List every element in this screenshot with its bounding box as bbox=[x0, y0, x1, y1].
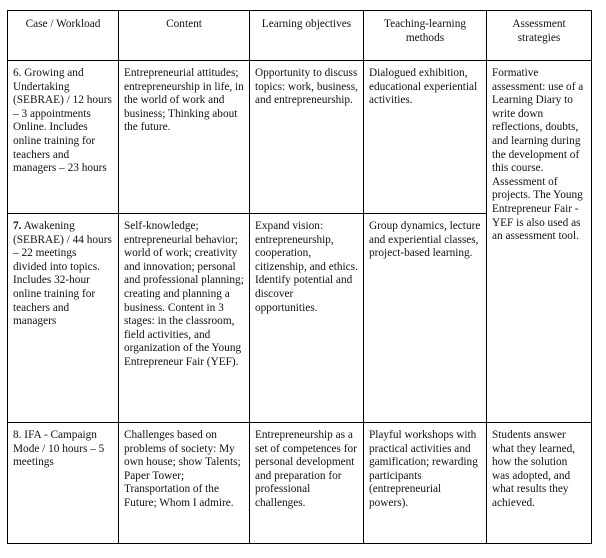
cell-content: Challenges based on problems of society: My own house; show Talents; Paper Tower; Transportation of the Future; Whom I admire. bbox=[119, 423, 250, 544]
header-row bbox=[8, 11, 592, 61]
cell-objectives: Expand vision: entrepreneurship, cooperation, citizenship, and ethics. Identify potential and discover opportunities. bbox=[250, 214, 364, 423]
case-text: Growing and Undertaking (SEBRAE) / 12 hours – 3 appointments Online. Includes online training for teachers and managers – 23 hours bbox=[13, 67, 112, 175]
header-assessment: Assessment strategies bbox=[487, 11, 592, 61]
case-text: Awakening (SEBRAE) / 44 hours – 22 meetings divided into topics. Includes 32-hour online training for teachers and managers bbox=[13, 220, 112, 328]
cell-methods: Group dynamics, lecture and experiential classes, project-based learning. bbox=[364, 214, 487, 423]
cell-case bbox=[8, 61, 119, 214]
cell-content: Self-knowledge; entrepreneurial behavior; world of work; creativity and innovation; personal and professional planning; creating and planning a business. Content in 3 stages: in the classroom, field activities, and organization of the Young Entrepreneur Fair (YEF). bbox=[119, 214, 250, 423]
cases-table bbox=[7, 10, 592, 544]
case-number: 6. bbox=[13, 67, 22, 79]
header-content: Content bbox=[119, 11, 250, 61]
header-case: Case / Workload bbox=[8, 11, 119, 61]
table-row bbox=[8, 423, 592, 544]
header-objectives: Learning objectives bbox=[250, 11, 364, 61]
cell-objectives: Opportunity to discuss topics: work, business, and entrepreneurship. bbox=[250, 61, 364, 214]
cell-objectives: Entrepreneurship as a set of competences for personal development and preparation for professional challenges. bbox=[250, 423, 364, 544]
cell-methods: Dialogued exhibition, educational experiential activities. bbox=[364, 61, 487, 214]
case-number: 8. bbox=[13, 429, 22, 441]
cell-assessment: Students answer what they learned, how the solution was adopted, and what results they achieved. bbox=[487, 423, 592, 544]
case-text: IFA - Campaign Mode / 10 hours – 5 meetings bbox=[13, 429, 105, 469]
cell-methods: Playful workshops with practical activities and gamification; rewarding participants (entrepreneurial powers). bbox=[364, 423, 487, 544]
cell-case bbox=[8, 214, 119, 423]
cell-assessment: Formative assessment: use of a Learning Diary to write down reflections, doubts, and learning during the development of this course. Assessment of projects. The Young Entrepreneur Fair - YEF is also used as an assessment tool. bbox=[487, 61, 592, 423]
case-number: 7. bbox=[13, 220, 22, 232]
table-row bbox=[8, 61, 592, 214]
cell-content: Entrepreneurial attitudes; entrepreneurship in life, in the world of work and business; Thinking about the future. bbox=[119, 61, 250, 214]
cell-case bbox=[8, 423, 119, 544]
header-methods: Teaching-learning methods bbox=[364, 11, 487, 61]
